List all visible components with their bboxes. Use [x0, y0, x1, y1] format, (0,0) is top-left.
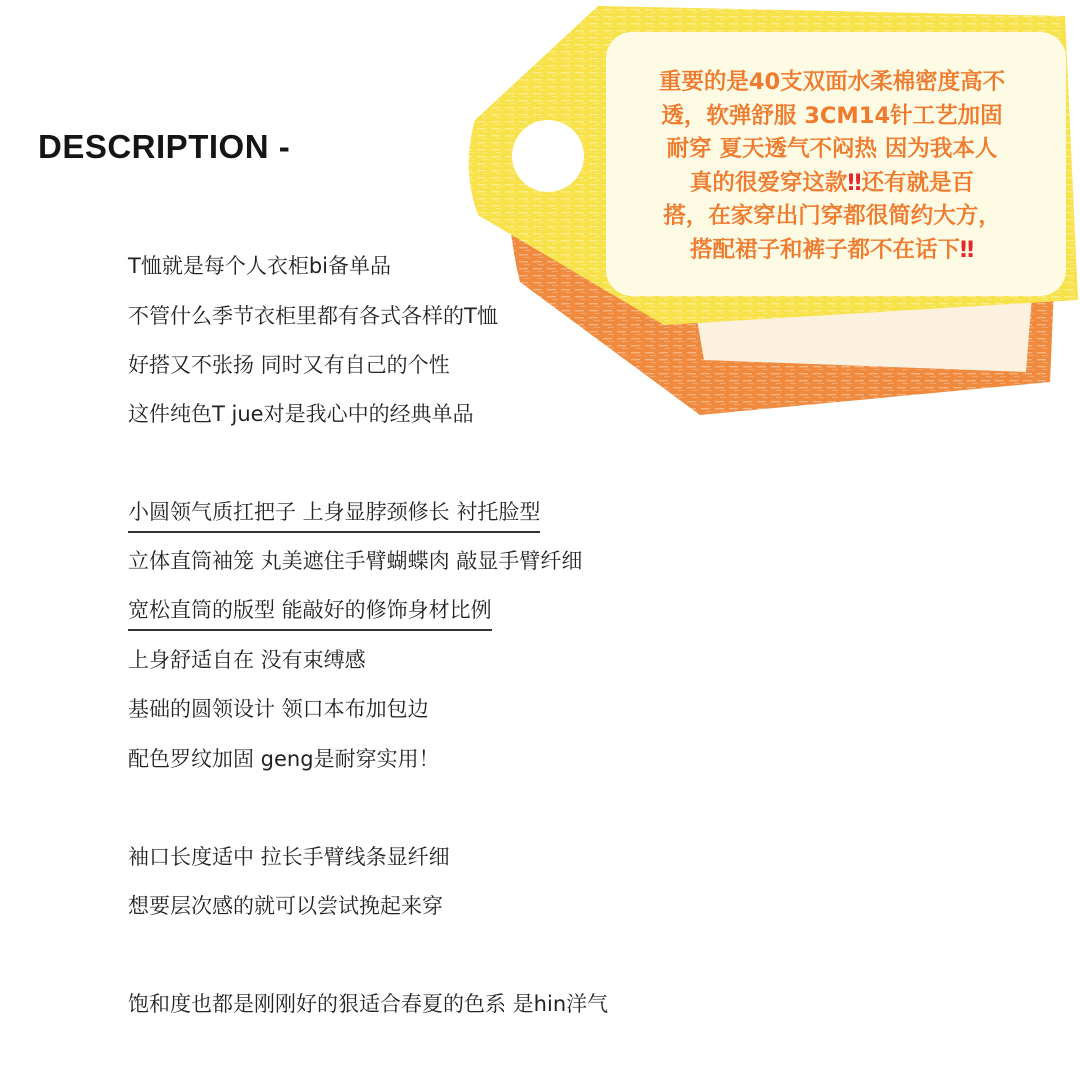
- tag-text-line: 耐穿 夏天透气不闷热 因为我本人: [666, 136, 998, 162]
- double-exclamation-icon: ‼: [959, 236, 975, 263]
- tag-text: [612, 66, 1052, 267]
- tag-text-segment: 还有就是百: [861, 169, 975, 196]
- tag-text-line: 重要的是40支双面水柔棉密度高不: [658, 69, 1006, 95]
- tag-text-line: 透，软弹舒服 3CM14针工艺加固: [661, 102, 1003, 129]
- description-line: 不管什么季节衣柜里都有各式各样的T恤: [128, 304, 498, 328]
- description-line: 好搭又不张扬 同时又有自己的个性: [128, 353, 450, 377]
- description-line: 基础的圆领设计 领口本布加包边: [128, 697, 429, 721]
- description-line: 上身舒适自在 没有束缚感: [128, 648, 366, 672]
- description-line: T恤就是每个人衣柜bi备单品: [128, 254, 391, 278]
- tag-text-line: [612, 167, 1052, 201]
- double-exclamation-icon: ‼: [847, 169, 862, 196]
- description-line: 配色罗纹加固 geng是耐穿实用！: [128, 747, 440, 771]
- description-line: 饱和度也都是刚刚好的狠适合春夏的色系 是hin洋气: [128, 992, 609, 1016]
- tag-text-segment: 搭配裙子和裤子都不在话下: [689, 236, 960, 263]
- description-line: 想要层次感的就可以尝试挽起来穿: [128, 894, 443, 918]
- description-line: 立体直筒袖笼 丸美遮住手臂蝴蝶肉 敲显手臂纤细: [128, 549, 583, 573]
- section-heading: DESCRIPTION -: [38, 128, 291, 165]
- tag-text-line: 搭，在家穿出门穿都很简约大方，: [663, 203, 1001, 229]
- description-line: 这件纯色T jue对是我心中的经典单品: [128, 402, 474, 426]
- tag-text-segment: 真的很爱穿这款: [689, 169, 848, 196]
- description-line-underlined: 小圆领气质扛把子 上身显脖颈修长 衬托脸型: [128, 498, 540, 533]
- description-line: 袖口长度适中 拉长手臂线条显纤细: [128, 845, 450, 869]
- tag-text-line: [612, 234, 1052, 268]
- description-line-underlined: 宽松直筒的版型 能敲好的修饰身材比例: [128, 596, 492, 631]
